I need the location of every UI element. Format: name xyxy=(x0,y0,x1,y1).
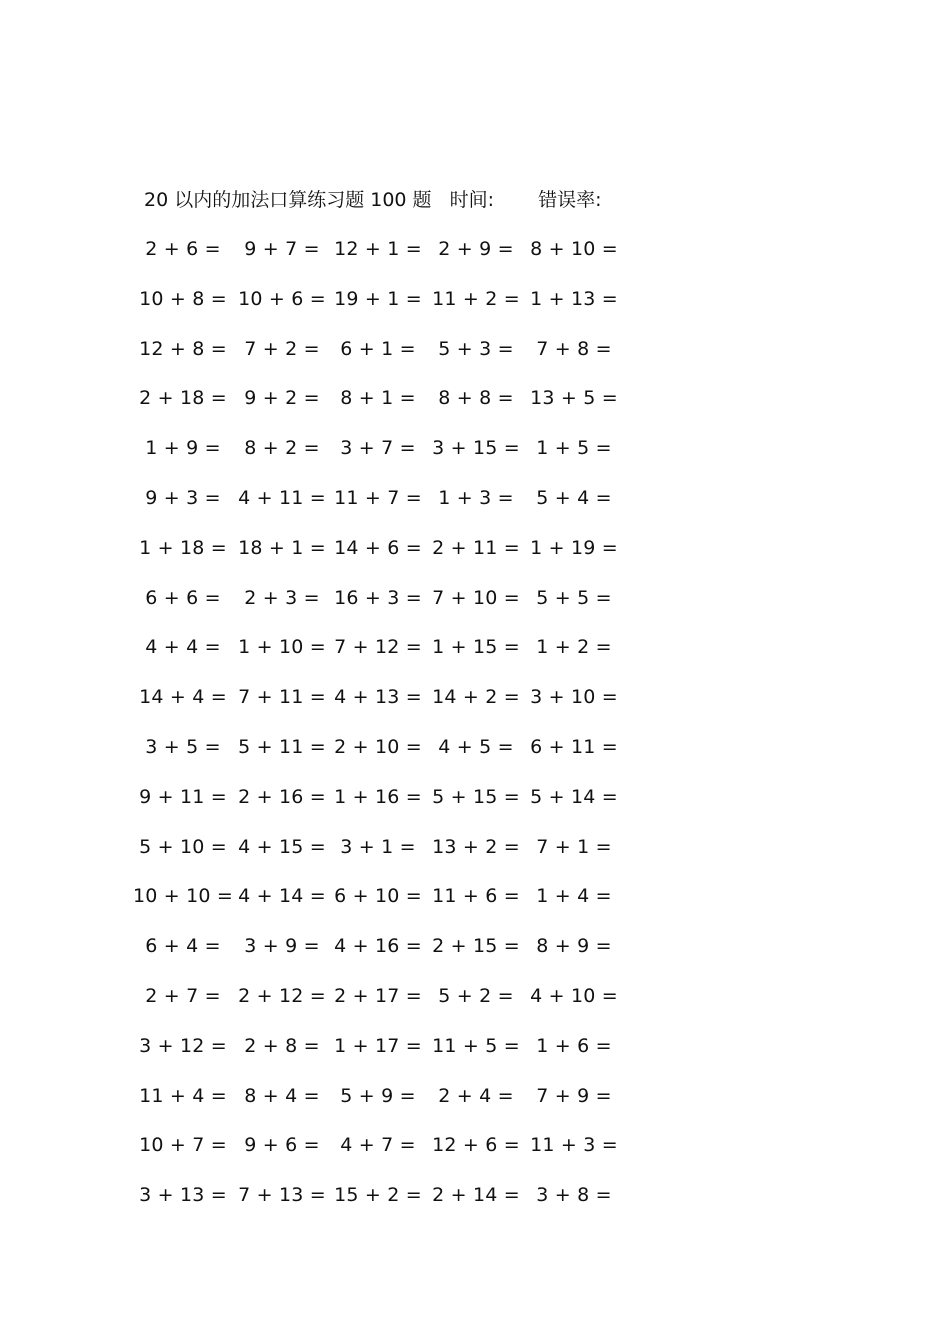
problem-row xyxy=(0,284,950,314)
problem-item: 8 + 9 = xyxy=(536,935,612,958)
problem-item: 13 + 5 = xyxy=(530,387,618,410)
problem-item: 4 + 13 = xyxy=(334,686,422,709)
problem-item: 6 + 4 = xyxy=(145,935,221,958)
problem-item: 2 + 11 = xyxy=(432,536,520,559)
problem-item: 10 + 10 = xyxy=(132,885,234,908)
problem-row xyxy=(0,483,950,513)
problem-item: 12 + 1 = xyxy=(334,238,422,260)
problem-item: 9 + 11 = xyxy=(139,785,227,808)
problem-item: 7 + 11 = xyxy=(238,686,326,709)
problem-item: 4 + 5 = xyxy=(438,736,514,758)
problem-row xyxy=(0,881,950,911)
problem-row xyxy=(0,1081,950,1111)
problem-row xyxy=(0,1130,950,1160)
problem-item: 7 + 2 = xyxy=(244,337,320,360)
problem-item: 7 + 9 = xyxy=(536,1084,612,1107)
problem-row xyxy=(0,433,950,463)
problem-item: 2 + 14 = xyxy=(432,1184,520,1207)
problem-item: 7 + 8 = xyxy=(536,337,612,360)
problem-item: 15 + 2 = xyxy=(334,1184,422,1207)
problem-item: 1 + 15 = xyxy=(432,636,520,659)
problem-item: 2 + 15 = xyxy=(432,935,520,958)
problem-item: 1 + 13 = xyxy=(530,287,618,310)
problem-item: 12 + 6 = xyxy=(432,1134,520,1157)
problem-row xyxy=(0,383,950,413)
problem-item: 2 + 3 = xyxy=(244,586,320,609)
problem-item: 19 + 1 = xyxy=(334,287,422,310)
problem-item: 5 + 11 = xyxy=(238,736,326,758)
problem-row xyxy=(0,583,950,613)
problem-item: 7 + 12 = xyxy=(334,636,422,659)
problem-item: 4 + 7 = xyxy=(340,1134,416,1157)
time-label: 时间: xyxy=(449,189,495,211)
problem-item: 3 + 10 = xyxy=(530,686,618,709)
problem-item: 2 + 6 = xyxy=(145,238,221,260)
problem-item: 14 + 6 = xyxy=(334,536,422,559)
problem-item: 4 + 11 = xyxy=(238,487,326,509)
problem-item: 8 + 10 = xyxy=(530,238,618,260)
problem-item: 8 + 4 = xyxy=(244,1084,320,1107)
problem-item: 1 + 19 = xyxy=(530,536,618,559)
problem-item: 1 + 4 = xyxy=(536,885,612,908)
problem-item: 12 + 8 = xyxy=(139,337,227,360)
problem-row xyxy=(0,1180,950,1210)
problem-item: 10 + 6 = xyxy=(238,287,326,310)
problem-row xyxy=(0,732,950,762)
problem-item: 7 + 10 = xyxy=(432,586,520,609)
problem-item: 2 + 18 = xyxy=(139,387,227,410)
problem-row xyxy=(0,782,950,812)
problem-item: 7 + 13 = xyxy=(238,1184,326,1207)
problem-item: 4 + 15 = xyxy=(238,835,326,858)
problem-item: 1 + 3 = xyxy=(438,487,514,509)
problem-item: 2 + 4 = xyxy=(438,1084,514,1107)
problem-item: 1 + 16 = xyxy=(334,785,422,808)
problem-item: 4 + 16 = xyxy=(334,935,422,958)
problem-item: 9 + 7 = xyxy=(244,238,320,260)
problem-item: 4 + 14 = xyxy=(238,885,326,908)
problem-row xyxy=(0,981,950,1011)
problem-row xyxy=(0,832,950,862)
problem-item: 5 + 4 = xyxy=(536,487,612,509)
problem-row xyxy=(0,334,950,364)
problem-item: 5 + 14 = xyxy=(530,785,618,808)
problem-item: 1 + 9 = xyxy=(145,437,221,460)
problem-item: 5 + 15 = xyxy=(432,785,520,808)
problem-item: 3 + 8 = xyxy=(536,1184,612,1207)
problem-row xyxy=(0,1031,950,1061)
problem-item: 6 + 1 = xyxy=(340,337,416,360)
problem-item: 2 + 10 = xyxy=(334,736,422,758)
problem-item: 1 + 18 = xyxy=(139,536,227,559)
problem-item: 16 + 3 = xyxy=(334,586,422,609)
problem-row xyxy=(0,632,950,662)
problem-item: 3 + 12 = xyxy=(139,1034,227,1057)
problem-item: 11 + 3 = xyxy=(530,1134,618,1157)
problem-item: 2 + 7 = xyxy=(145,985,221,1007)
problem-item: 11 + 2 = xyxy=(432,287,520,310)
problem-item: 3 + 5 = xyxy=(145,736,221,758)
problem-item: 6 + 6 = xyxy=(145,586,221,609)
problem-item: 5 + 10 = xyxy=(139,835,227,858)
worksheet-title: 20 以内的加法口算练习题 100 题 xyxy=(144,189,432,211)
problem-item: 18 + 1 = xyxy=(238,536,326,559)
problem-item: 13 + 2 = xyxy=(432,835,520,858)
problem-item: 5 + 9 = xyxy=(340,1084,416,1107)
problem-item: 7 + 1 = xyxy=(536,835,612,858)
problem-item: 2 + 8 = xyxy=(244,1034,320,1057)
problem-item: 5 + 2 = xyxy=(438,985,514,1007)
problem-item: 3 + 7 = xyxy=(340,437,416,460)
problem-item: 2 + 16 = xyxy=(238,785,326,808)
problem-item: 2 + 9 = xyxy=(438,238,514,260)
problem-item: 2 + 17 = xyxy=(334,985,422,1007)
problem-item: 8 + 2 = xyxy=(244,437,320,460)
problem-item: 11 + 4 = xyxy=(139,1084,227,1107)
problem-item: 4 + 4 = xyxy=(145,636,221,659)
problem-item: 2 + 12 = xyxy=(238,985,326,1007)
problem-item: 9 + 3 = xyxy=(145,487,221,509)
error-rate-label: 错误率: xyxy=(538,189,602,211)
problem-item: 3 + 15 = xyxy=(432,437,520,460)
problem-item: 11 + 5 = xyxy=(432,1034,520,1057)
problem-item: 11 + 6 = xyxy=(432,885,520,908)
problem-item: 8 + 8 = xyxy=(438,387,514,410)
problem-item: 9 + 6 = xyxy=(244,1134,320,1157)
problem-item: 9 + 2 = xyxy=(244,387,320,410)
problem-row xyxy=(0,533,950,563)
problem-item: 5 + 5 = xyxy=(536,586,612,609)
problem-item: 3 + 1 = xyxy=(340,835,416,858)
problem-item: 3 + 13 = xyxy=(139,1184,227,1207)
problem-item: 14 + 2 = xyxy=(432,686,520,709)
problem-row xyxy=(0,682,950,712)
problem-item: 1 + 10 = xyxy=(238,636,326,659)
problem-item: 5 + 3 = xyxy=(438,337,514,360)
problem-item: 6 + 10 = xyxy=(334,885,422,908)
problem-item: 14 + 4 = xyxy=(139,686,227,709)
problem-item: 1 + 17 = xyxy=(334,1034,422,1057)
problem-item: 3 + 9 = xyxy=(244,935,320,958)
problem-item: 1 + 6 = xyxy=(536,1034,612,1057)
problem-item: 10 + 7 = xyxy=(139,1134,227,1157)
problem-row xyxy=(0,931,950,961)
problem-item: 6 + 11 = xyxy=(530,736,618,758)
problem-item: 10 + 8 = xyxy=(139,287,227,310)
problem-item: 11 + 7 = xyxy=(334,487,422,509)
problem-item: 1 + 5 = xyxy=(536,437,612,460)
problem-item: 8 + 1 = xyxy=(340,387,416,410)
problem-row xyxy=(0,234,950,264)
problem-item: 1 + 2 = xyxy=(536,636,612,659)
problem-item: 4 + 10 = xyxy=(530,985,618,1007)
